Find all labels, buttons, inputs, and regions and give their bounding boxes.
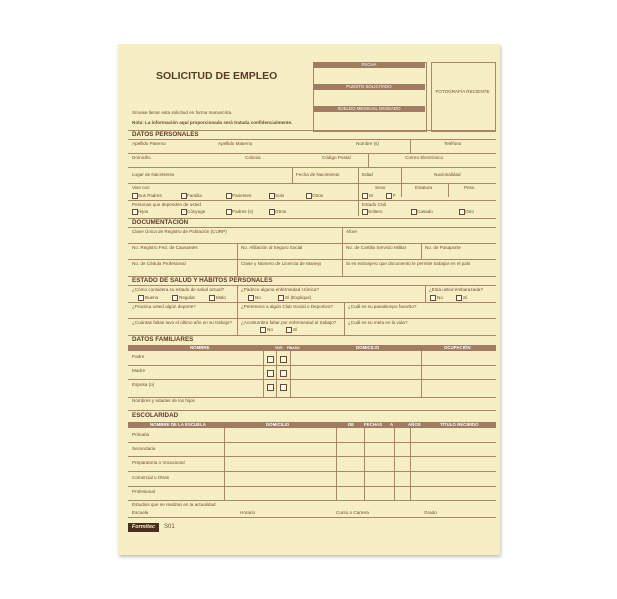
sus-padres-label: Sus Padres bbox=[138, 192, 162, 198]
embarazada-no-label: No bbox=[437, 294, 443, 300]
q-enfermedad-label: ¿Padece alguna enfermedad crónica? bbox=[241, 287, 319, 292]
section-escolaridad: ESCOLARIDAD bbox=[132, 412, 179, 419]
otros-label: Otros bbox=[312, 192, 324, 198]
estudios-curso-label: Curso o Carrera bbox=[336, 510, 369, 515]
peso-label: Peso bbox=[464, 185, 475, 190]
fam-col-domicilio: DOMICILIO bbox=[356, 345, 380, 350]
sexo-m-checkbox[interactable] bbox=[362, 193, 368, 199]
q-faltas-label: ¿Cuántas faltas tuvo el último año en su trabajo? bbox=[132, 320, 232, 325]
solo-label: Solo bbox=[275, 192, 285, 198]
faltar-no-checkbox[interactable] bbox=[260, 327, 266, 333]
sus-padres-checkbox[interactable] bbox=[132, 193, 138, 199]
salud-regular-checkbox[interactable] bbox=[172, 295, 178, 301]
conyuge-checkbox[interactable] bbox=[181, 209, 187, 215]
q-meta-label: ¿Cuál es su meta en la vida? bbox=[348, 320, 408, 325]
esc-col-titulo: TÍTULO RECIBIDO bbox=[440, 422, 479, 427]
q-deporte-label: ¿Practica usted algún deporte? bbox=[132, 304, 196, 309]
section-salud: ESTADO DE SALUD Y HÁBITOS PERSONALES bbox=[132, 277, 273, 284]
vive-con-label: Vive con bbox=[132, 185, 150, 190]
rfc-label: No. Registro Fed. de Causantes bbox=[132, 245, 198, 250]
dependientes-label: Personas que dependen de usted bbox=[132, 202, 201, 207]
conyuge-label: Cónyuge bbox=[187, 208, 206, 214]
familia-checkbox[interactable] bbox=[181, 193, 187, 199]
estudios-horario-label: Horario bbox=[240, 510, 256, 515]
escolaridad-header-bar bbox=[128, 422, 496, 428]
edad-label: Edad bbox=[362, 172, 373, 177]
padres-checkbox[interactable] bbox=[226, 209, 232, 215]
q-salud-label: ¿Cómo considera su estado de salud actual? bbox=[132, 287, 225, 292]
fam-row-esposa: Esposa (o) bbox=[132, 382, 155, 387]
fam-row-madre: Madre bbox=[132, 368, 146, 373]
casado-label: Casado bbox=[417, 208, 433, 214]
esposa-finado-checkbox[interactable] bbox=[280, 384, 287, 391]
apellido-paterno-label: Apellido Paterno bbox=[132, 141, 166, 146]
form-title: SOLICITUD DE EMPLEO bbox=[156, 70, 278, 82]
familia-label: Familia bbox=[187, 192, 202, 198]
esc-col-domicilio: DOMICILIO bbox=[266, 422, 290, 427]
faltar-no-label: No bbox=[267, 326, 273, 332]
puesto-label: PUESTO SOLICITADO bbox=[313, 84, 425, 90]
salud-bueno-label: Bueno bbox=[145, 294, 159, 300]
section-personales: DATOS PERSONALES bbox=[132, 131, 199, 138]
embarazada-no-checkbox[interactable] bbox=[430, 295, 436, 301]
parientes-checkbox[interactable] bbox=[226, 193, 232, 199]
form-code: S01 bbox=[164, 524, 175, 530]
soltero-checkbox[interactable] bbox=[362, 209, 368, 215]
estatura-label: Estatura bbox=[415, 185, 433, 190]
esc-row-secundaria: Secundaria bbox=[132, 446, 156, 451]
licencia-label: Clase y Número de Licencia de Manejo bbox=[241, 261, 322, 266]
afore-label: Afore bbox=[346, 229, 357, 234]
esc-row-comercial: Comercial u Otras bbox=[132, 475, 170, 480]
fam-col-nombre: NOMBRE bbox=[190, 345, 210, 350]
hijos-checkbox[interactable] bbox=[132, 209, 138, 215]
apellido-materno-label: Apellido Materno bbox=[218, 141, 253, 146]
header-fields-box bbox=[313, 62, 427, 132]
imss-label: No. Afiliación al Seguro Social bbox=[241, 245, 303, 250]
confidential-note: Nota: La información aquí proporcionada será tratada confidencialmente. bbox=[132, 120, 293, 125]
q-club-label: ¿Pertenece a algún Club Social o Deportivo? bbox=[241, 304, 333, 309]
padres-label: Padres (s) bbox=[232, 208, 254, 214]
q-embarazada-label: ¿Está usted embarazada? bbox=[429, 287, 483, 292]
fam-col-ocupacion: OCUPACIÓN bbox=[444, 345, 471, 350]
nombres-label: Nombre (s) bbox=[356, 141, 379, 146]
enfermedad-si-checkbox[interactable] bbox=[278, 295, 284, 301]
parientes-label: Parientes bbox=[232, 192, 252, 198]
casado-checkbox[interactable] bbox=[411, 209, 417, 215]
fam-col-finado: FINADO bbox=[287, 346, 300, 350]
esc-col-de: DE bbox=[348, 422, 355, 427]
esc-row-profesional: Profesional bbox=[132, 489, 155, 494]
solo-checkbox[interactable] bbox=[269, 193, 275, 199]
q-pasatiempo-label: ¿Cuál es su pasatiempo favorito? bbox=[348, 304, 417, 309]
estado-civil-label: Estado Civil bbox=[362, 202, 387, 207]
estudios-escuela-label: Escuela bbox=[132, 510, 149, 515]
esc-row-preparatoria: Preparatoria o Vocacional bbox=[132, 460, 185, 465]
enfermedad-no-label: No bbox=[255, 294, 261, 300]
domicilio-label: Domicilio bbox=[132, 155, 151, 160]
salud-bueno-checkbox[interactable] bbox=[138, 295, 144, 301]
hijos-nombres-label: Nombres y edades de los hijos bbox=[132, 398, 195, 403]
lugar-nacimiento-label: Lugar de Nacimiento bbox=[132, 172, 175, 177]
hijos-label: Hijos bbox=[138, 208, 149, 214]
instructions-text: Sírvase llenar esta solicitud en forma manuscrita. bbox=[132, 110, 233, 115]
curp-label: Clave Única de Registro de Población (CURP) bbox=[132, 229, 227, 234]
embarazada-si-checkbox[interactable] bbox=[456, 295, 462, 301]
salud-regular-label: Regular bbox=[179, 294, 196, 300]
codigo-postal-label: Código Postal bbox=[322, 155, 351, 160]
nacionalidad-label: Nacionalidad bbox=[434, 172, 461, 177]
salud-malo-checkbox[interactable] bbox=[209, 295, 215, 301]
otros-checkbox[interactable] bbox=[306, 193, 312, 199]
faltar-si-checkbox[interactable] bbox=[286, 327, 292, 333]
employment-form bbox=[118, 44, 500, 555]
madre-finado-checkbox[interactable] bbox=[280, 370, 287, 377]
fecha-label: FECHA bbox=[313, 62, 425, 68]
formitec-logo: Formitec bbox=[128, 523, 159, 532]
fecha-nacimiento-label: Fecha de Nacimiento bbox=[296, 172, 340, 177]
esc-col-a: A bbox=[390, 422, 394, 427]
fam-col-vive: VIVE bbox=[275, 346, 283, 350]
extranjero-label: Si es extranjero que documento le permite trabajar en el país bbox=[346, 261, 471, 266]
otro-estado-checkbox[interactable] bbox=[459, 209, 465, 215]
padre-vive-checkbox[interactable] bbox=[267, 356, 274, 363]
embarazada-si-label: Sí bbox=[463, 294, 468, 300]
section-familiares: DATOS FAMILIARES bbox=[132, 336, 194, 343]
sexo-m-label: M bbox=[369, 192, 373, 198]
esposa-vive-checkbox[interactable] bbox=[267, 384, 274, 391]
fam-row-padre: Padre bbox=[132, 354, 145, 359]
pasaporte-label: No. de Pasaporte bbox=[425, 245, 461, 250]
cartilla-label: No. de Cartilla Servicio Militar bbox=[346, 245, 407, 250]
familiares-header-bar bbox=[128, 345, 496, 351]
salud-malo-label: Malo bbox=[216, 294, 226, 300]
sexo-f-label: F bbox=[393, 192, 396, 198]
madre-vive-checkbox[interactable] bbox=[267, 370, 274, 377]
section-documentacion: DOCUMENTACIÓN bbox=[132, 219, 189, 226]
sueldo-label: SUELDO MENSUAL DESEADO bbox=[313, 106, 425, 112]
esc-row-primaria: Primaria bbox=[132, 432, 150, 437]
sexo-label: Sexo bbox=[375, 185, 386, 190]
correo-label: Correo Electrónico bbox=[405, 155, 444, 160]
estudios-actuales-label: Estudios que se realizan en la actualidad bbox=[132, 502, 216, 507]
soltero-label: Soltero bbox=[368, 208, 383, 214]
enfermedad-no-checkbox[interactable] bbox=[248, 295, 254, 301]
photo-box[interactable] bbox=[431, 62, 496, 132]
sexo-f-checkbox[interactable] bbox=[386, 193, 392, 199]
otros-dependientes-label: Otros bbox=[275, 208, 287, 214]
enfermedad-si-label: Sí (Explique) bbox=[285, 294, 312, 300]
colonia-label: Colonia bbox=[245, 155, 261, 160]
photo-label: FOTOGRAFÍA RECIENTE bbox=[435, 89, 490, 94]
estudios-grado-label: Grado bbox=[424, 510, 437, 515]
q-acostumbra-label: ¿Acostumbra faltar por enfermedad al trabajo? bbox=[241, 320, 337, 325]
otros-dependientes-checkbox[interactable] bbox=[269, 209, 275, 215]
cedula-label: No. de Cédula Profesional bbox=[132, 261, 186, 266]
esc-col-escuela: NOMBRE DE LA ESCUELA bbox=[150, 422, 206, 427]
faltar-si-label: Sí bbox=[293, 326, 298, 332]
esc-col-fechas: FECHAS bbox=[364, 422, 383, 427]
telefono-label: Teléfono bbox=[444, 141, 462, 146]
esc-col-anos: AÑOS bbox=[408, 422, 421, 427]
padre-finado-checkbox[interactable] bbox=[280, 356, 287, 363]
otro-estado-label: Otro bbox=[465, 208, 474, 214]
